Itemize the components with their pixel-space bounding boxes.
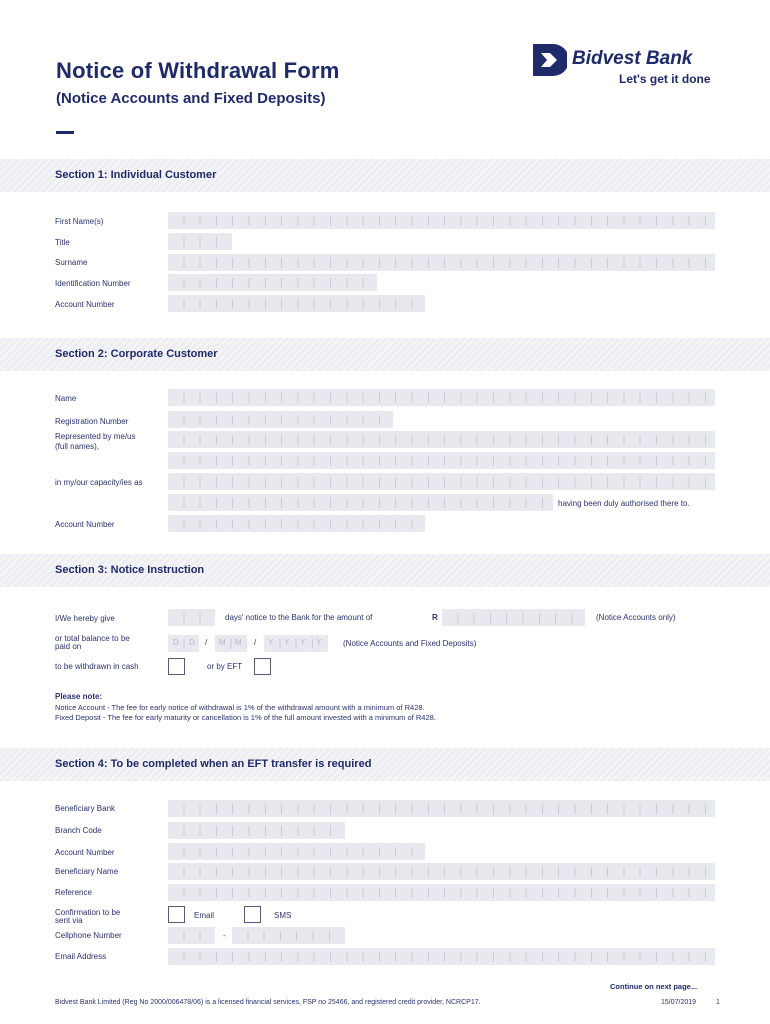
page-number: 1 [716, 999, 720, 1006]
section-4-header [0, 748, 770, 781]
beneficiary-name-label: Beneficiary Name [55, 867, 119, 876]
sms-checkbox[interactable] [244, 906, 261, 923]
capacity-label: in my/our capacity/ies as [55, 478, 143, 487]
beneficiary-name-field[interactable] [168, 863, 715, 880]
we-give-label: I/We hereby give [55, 614, 115, 623]
account-number-label: Account Number [55, 300, 115, 309]
eft-checkbox[interactable] [254, 658, 271, 675]
section-2-heading: Section 2: Corporate Customer [55, 348, 218, 360]
year-placeholder-2: Y [284, 638, 290, 647]
date-separator-1: / [205, 638, 208, 647]
capacity-field-2[interactable] [168, 494, 553, 511]
cash-checkbox[interactable] [168, 658, 185, 675]
account-number-field[interactable] [168, 295, 425, 312]
section-1-header [0, 159, 770, 192]
email-checkbox[interactable] [168, 906, 185, 923]
represented-field-2[interactable] [168, 452, 715, 469]
brand-tagline: Let's get it done [619, 72, 711, 86]
reference-label: Reference [55, 888, 92, 897]
bidvest-logo-icon [533, 44, 567, 76]
days-notice-text: days' notice to the Bank for the amount of [225, 613, 373, 622]
email-address-label: Email Address [55, 952, 107, 961]
branch-code-label: Branch Code [55, 826, 102, 835]
note-heading: Please note: [55, 692, 103, 701]
beneficiary-bank-field[interactable] [168, 800, 715, 817]
authorised-text: having been duly authorised there to. [558, 499, 690, 508]
year-placeholder-1: Y [268, 638, 274, 647]
corporate-name-field[interactable] [168, 389, 715, 406]
date-separator-2: / [254, 638, 257, 647]
email-address-field[interactable] [168, 948, 715, 965]
confirmation-label: Confirmation to be [55, 908, 121, 917]
registration-label: Registration Number [55, 417, 129, 426]
form-subtitle: (Notice Accounts and Fixed Deposits) [56, 90, 326, 107]
note-fixed-deposit: Fixed Deposit - The fee for early maturity or cancellation is 1% of the full amount invested with a minimum of R428. [55, 713, 436, 722]
note-notice-account: Notice Account - The fee for early notice of withdrawal is 1% of the withdrawal amount with a minimum of R428. [55, 703, 425, 712]
notice-only-text: (Notice Accounts only) [596, 613, 676, 622]
confirmation-label-2: sent via [55, 916, 83, 925]
section-3-header [0, 554, 770, 587]
branch-code-field[interactable] [168, 822, 345, 839]
eft-label: or by EFT [207, 662, 243, 671]
brand-name: Bidvest Bank [572, 48, 693, 69]
eft-account-field[interactable] [168, 843, 425, 860]
continue-note: Continue on next page... [610, 982, 698, 991]
corporate-name-label: Name [55, 394, 77, 403]
represented-label: Represented by me/us [55, 432, 136, 441]
days-field[interactable] [168, 609, 215, 626]
both-types-text: (Notice Accounts and Fixed Deposits) [343, 639, 477, 648]
cellphone-number-field[interactable] [232, 927, 345, 944]
month-placeholder-1: M [219, 638, 226, 647]
corp-account-field[interactable] [168, 515, 425, 532]
eft-account-label: Account Number [55, 848, 115, 857]
cellphone-separator: - [223, 931, 226, 940]
year-placeholder-3: Y [300, 638, 306, 647]
registration-field[interactable] [168, 411, 393, 428]
beneficiary-bank-label: Beneficiary Bank [55, 804, 116, 813]
surname-field[interactable] [168, 254, 715, 271]
cash-label: to be withdrawn in cash [55, 662, 139, 671]
day-placeholder-2: D [189, 638, 195, 647]
capacity-field-1[interactable] [168, 473, 715, 490]
id-number-field[interactable] [168, 274, 377, 291]
section-2-header [0, 338, 770, 371]
amount-field[interactable] [442, 609, 585, 626]
represented-field-1[interactable] [168, 431, 715, 448]
corp-account-label: Account Number [55, 520, 115, 529]
day-placeholder-1: D [173, 638, 179, 647]
currency-label: R [432, 613, 438, 622]
form-title: Notice of Withdrawal Form [56, 58, 340, 83]
title-label: Title [55, 238, 70, 247]
month-placeholder-2: M [235, 638, 242, 647]
total-balance-label: or total balance to be [55, 634, 130, 643]
surname-label: Surname [55, 258, 88, 267]
represented-label-2: (full names), [55, 442, 100, 451]
year-placeholder-4: Y [316, 638, 322, 647]
legal-footer: Bidvest Bank Limited (Reg No 2000/006478/06) is a licensed financial services, FSP no 25466, and registered credit provider, NCRCP17. [55, 999, 481, 1006]
section-1-heading: Section 1: Individual Customer [55, 169, 217, 181]
cellphone-label: Cellphone Number [55, 931, 122, 940]
section-4-heading: Section 4: To be completed when an EFT transfer is required [55, 758, 372, 770]
footer-date: 15/07/2019 [661, 999, 697, 1006]
reference-field[interactable] [168, 884, 715, 901]
first-names-field[interactable] [168, 212, 715, 229]
section-3-heading: Section 3: Notice Instruction [55, 564, 205, 576]
total-balance-label-2: paid on [55, 642, 82, 651]
email-option-label: Email [194, 911, 215, 920]
first-names-label: First Name(s) [55, 217, 104, 226]
sms-option-label: SMS [274, 911, 292, 920]
id-number-label: Identification Number [55, 279, 131, 288]
title-field[interactable] [168, 233, 232, 250]
cellphone-prefix-field[interactable] [168, 927, 215, 944]
title-divider [56, 131, 74, 134]
